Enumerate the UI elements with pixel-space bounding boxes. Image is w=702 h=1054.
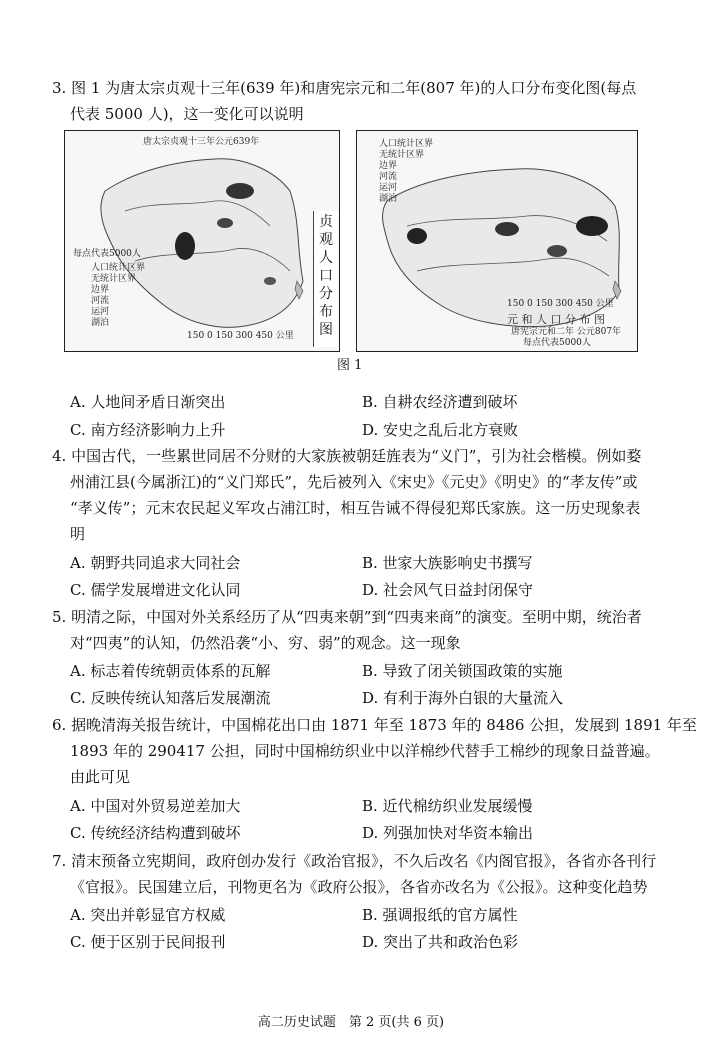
q4-option-a[interactable]: A. 朝野共同追求大同社会 xyxy=(70,554,241,572)
q4-option-c[interactable]: C. 儒学发展增进文化认同 xyxy=(70,581,241,599)
right-map-dot-note: 每点代表5000人 xyxy=(523,338,591,348)
right-map-title: 元 和 人 口 分 布 图 xyxy=(507,313,605,326)
left-legend-item: 边界 xyxy=(91,285,110,295)
right-legend-item: 湖泊 xyxy=(379,194,398,204)
q4-option-d[interactable]: D. 社会风气日益封闭保守 xyxy=(362,581,534,599)
q4-stem-line-4: 明 xyxy=(70,525,86,543)
q5-option-b[interactable]: B. 导致了闭关锁国政策的实施 xyxy=(362,662,563,680)
left-legend-item: 无统计区界 xyxy=(91,274,137,284)
q6-option-c[interactable]: C. 传统经济结构遭到破坏 xyxy=(70,824,241,842)
left-legend-item: 河流 xyxy=(91,296,110,306)
q3-stem-line-2: 代表 5000 人)，这一变化可以说明 xyxy=(70,105,304,123)
right-legend-item: 人口统计区界 xyxy=(379,139,434,149)
right-legend-item: 边界 xyxy=(379,161,398,171)
q3-option-a[interactable]: A. 人地间矛盾日渐突出 xyxy=(70,393,226,411)
left-map-title: 唐太宗贞观十三年公元639年 xyxy=(143,137,260,147)
q4-stem-line-1: 4. 中国古代，一些累世同居不分财的大家族被朝廷旌表为“义门”，引为社会楷模。例如婺 xyxy=(52,447,642,465)
q5-option-d[interactable]: D. 有利于海外白银的大量流入 xyxy=(362,689,564,707)
left-map-legend-title: 每点代表5000人 xyxy=(73,249,141,259)
q3-stem-line-1: 3. 图 1 为唐太宗贞观十三年(639 年)和唐宪宗元和二年(807 年)的人口分布变化图(每点 xyxy=(52,79,637,97)
q6-option-d[interactable]: D. 列强加快对华资本输出 xyxy=(362,824,534,842)
q6-stem-line-1: 6. 据晚清海关报告统计，中国棉花出口由 1871 年至 1873 年的 8486 公担，发展到 1891 年至 xyxy=(52,716,697,734)
figure-right-map xyxy=(356,130,638,352)
q3-option-c[interactable]: C. 南方经济影响力上升 xyxy=(70,421,226,439)
q4-stem-line-2: 州浦江县(今属浙江)的“义门郑氏”，先后被列入《宋史》《元史》《明史》的“孝友传”或 xyxy=(70,473,638,491)
right-legend-item: 运河 xyxy=(379,183,398,193)
q5-stem-line-1: 5. 明清之际，中国对外关系经历了从“四夷来朝”到“四夷来商”的演变。至明中期，统治者 xyxy=(52,608,642,626)
q7-stem-line-2: 《官报》。民国建立后，刊物更名为《政府公报》，各省亦改名为《公报》。这种变化趋势 xyxy=(70,878,648,896)
q6-option-b[interactable]: B. 近代棉纺织业发展缓慢 xyxy=(362,797,533,815)
figure-caption: 图 1 xyxy=(337,358,363,373)
q3-option-d[interactable]: D. 安史之乱后北方衰败 xyxy=(362,421,519,439)
page-footer: 高二历史试题 第 2 页(共 6 页) xyxy=(257,1015,445,1030)
left-map-side-title-box xyxy=(313,211,338,347)
q7-option-c[interactable]: C. 便于区别于民间报刊 xyxy=(70,933,226,951)
q7-option-d[interactable]: D. 突出了共和政治色彩 xyxy=(362,933,519,951)
q7-option-b[interactable]: B. 强调报纸的官方属性 xyxy=(362,906,518,924)
q4-option-b[interactable]: B. 世家大族影响史书撰写 xyxy=(362,554,533,572)
q7-option-a[interactable]: A. 突出并彰显官方权威 xyxy=(70,906,226,924)
q5-option-c[interactable]: C. 反映传统认知落后发展潮流 xyxy=(70,689,271,707)
right-map-scale: 150 0 150 300 450 公里 xyxy=(507,299,614,309)
figure-left-map xyxy=(64,130,340,352)
q4-stem-line-3: “孝义传”；元末农民起义军攻占浦江时，相互告诫不得侵犯郑氏家族。这一历史现象表 xyxy=(70,499,641,517)
q3-option-b[interactable]: B. 自耕农经济遭到破坏 xyxy=(362,393,518,411)
q5-stem-line-2: 对“四夷”的认知，仍然沿袭“小、穷、弱”的观念。这一现象 xyxy=(70,634,461,652)
left-map-scale: 150 0 150 300 450 公里 xyxy=(187,331,294,341)
right-map-subtitle: 唐宪宗元和二年 公元807年 xyxy=(511,327,622,337)
right-legend-item: 无统计区界 xyxy=(379,150,425,160)
q5-option-a[interactable]: A. 标志着传统朝贡体系的瓦解 xyxy=(70,662,271,680)
left-legend-item: 湖泊 xyxy=(91,318,110,328)
left-map-side-title: 贞观人口分布图 xyxy=(319,214,333,338)
q6-stem-line-2: 1893 年的 290417 公担，同时中国棉纺织业中以洋棉纱代替手工棉纱的现象日益普遍。 xyxy=(70,742,660,760)
q6-option-a[interactable]: A. 中国对外贸易逆差加大 xyxy=(70,797,241,815)
q7-stem-line-1: 7. 清末预备立宪期间，政府创办发行《政治官报》，不久后改名《内阁官报》，各省亦各刊行 xyxy=(52,852,657,870)
q6-stem-line-3: 由此可见 xyxy=(70,768,131,786)
left-legend-item: 运河 xyxy=(91,307,110,317)
left-legend-item: 人口统计区界 xyxy=(91,263,146,273)
right-legend-item: 河流 xyxy=(379,172,398,182)
